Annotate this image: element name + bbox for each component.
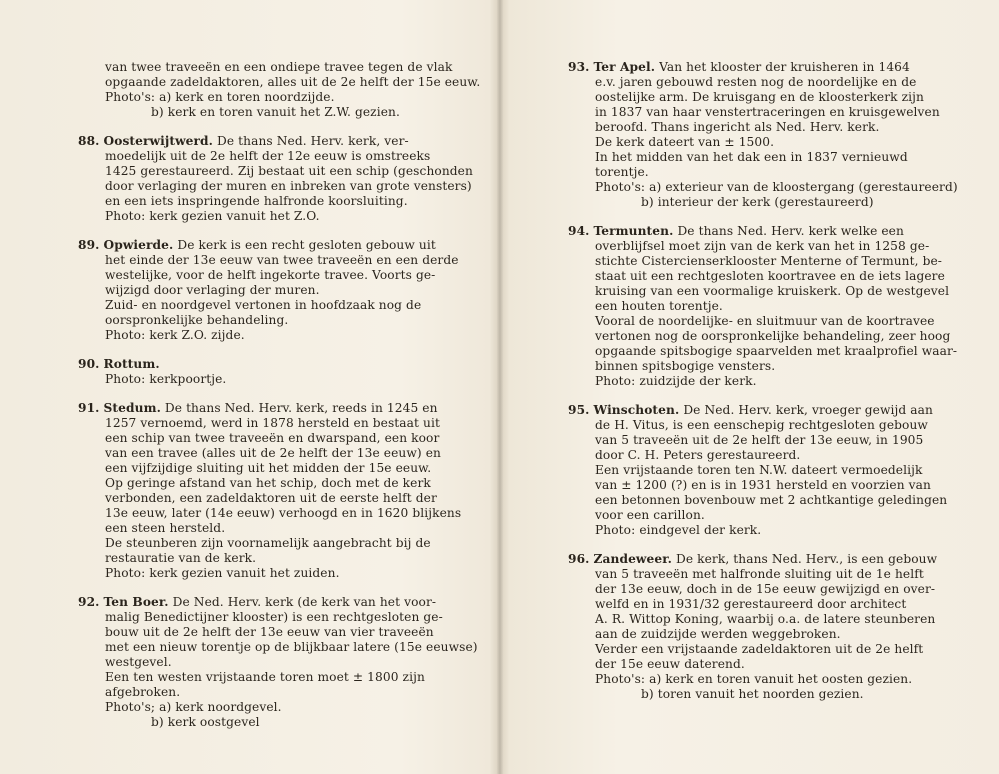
entry-name: Termunten. [593, 224, 674, 238]
body-line: in 1837 van haar venstertraceringen en kruisgewelven [595, 105, 940, 119]
photo-caption: a) exterieur van de kloostergang (gerestaureerd) [649, 180, 958, 194]
body-line: westelijke, voor de helft ingekorte travee. Voorts ge- [105, 268, 436, 282]
photo-caption: zuidzijde der kerk. [639, 374, 757, 388]
body-line: welfd en in 1931/32 gerestaureerd door architect [595, 597, 907, 611]
body-line: In het midden van het dak een in 1837 vernieuwd [595, 150, 908, 164]
body-line: voor een carillon. [595, 508, 705, 522]
body-line: van ± 1200 (?) en is in 1931 hersteld en voorzien van [595, 478, 931, 492]
body-line: oostelijke arm. De kruisgang en de kloosterkerk zijn [595, 90, 924, 104]
photo-caption: a) kerk noordgevel. [159, 700, 282, 714]
photo-label: Photo's; [105, 700, 156, 714]
body-line: opgaande zadeldaktoren, alles uit de 2e helft der 15e eeuw. [105, 75, 481, 89]
body-line: staat uit een rechtgesloten koortravee en de iets lagere [595, 269, 945, 283]
photo-caption: b) toren vanuit het noorden gezien. [641, 687, 864, 701]
photo-line [568, 195, 946, 210]
body-line: Verder een vrijstaande zadeldaktoren uit de 2e helft [595, 642, 924, 656]
entry-heading [78, 238, 448, 253]
body-line: een betonnen bovenbouw met 2 achtkantige geledingen [595, 493, 948, 507]
entry-heading [78, 401, 448, 416]
entry-number: 88. [78, 134, 100, 148]
body-line: torentje. [595, 165, 649, 179]
body-line: 1425 gerestaureerd. Zij bestaat uit een schip (geschonden [105, 164, 473, 178]
entry-number: 96. [568, 552, 590, 566]
photo-caption: kerk gezien vanuit het zuiden. [149, 566, 340, 580]
body-line: Vooral de noordelijke- en sluitmuur van de koortravee [595, 314, 935, 328]
body-line: De kerk dateert van ± 1500. [595, 135, 775, 149]
photo-caption: b) kerk oostgevel [151, 715, 260, 729]
entry-number: 92. [78, 595, 100, 609]
body-line: De steunberen zijn voornamelijk aangebracht bij de [105, 536, 431, 550]
body-line: met een nieuw torentje op de blijkbaar latere (15e eeuwse) [105, 640, 478, 654]
entry-first-line: De kerk, thans Ned. Herv., is een gebouw [675, 552, 938, 566]
body-line: binnen spitsbogige vensters. [595, 359, 776, 373]
photo-line [78, 700, 448, 715]
entry-name: Oosterwijtwerd. [103, 134, 214, 148]
body-line: Een ten westen vrijstaande toren moet ± 1800 zijn [105, 670, 425, 684]
photo-label: Photo: [105, 566, 146, 580]
body-line: kruising van een voormalige kruiskerk. Op de westgevel [595, 284, 950, 298]
photo-label: Photo: [105, 209, 146, 223]
photo-line [78, 566, 448, 581]
photo-line [568, 374, 946, 389]
entry-first-line: De Ned. Herv. kerk, vroeger gewijd aan [683, 403, 933, 417]
photo-label: Photo: [595, 523, 636, 537]
photo-caption: b) kerk en toren vanuit het Z.W. gezien. [151, 105, 400, 119]
photo-caption: b) interieur der kerk (gerestaureerd) [641, 195, 874, 209]
photo-line [568, 687, 946, 702]
entry-name: Stedum. [103, 401, 161, 415]
body-line: vertonen nog de oorspronkelijke behandeling, zeer hoog [595, 329, 951, 343]
entry-first-line: De thans Ned. Herv. kerk, reeds in 1245 en [164, 401, 438, 415]
body-line: der 13e eeuw, doch in de 15e eeuw gewijzigd en over- [595, 582, 936, 596]
body-line: aan de zuidzijde werden weggebroken. [595, 627, 841, 641]
body-line: verbonden, een zadeldaktoren uit de eerste helft der [105, 491, 437, 505]
entry-name: Ter Apel. [593, 60, 656, 74]
entry-88 [78, 134, 473, 224]
body-line: e.v. jaren gebouwd resten nog de noordelijke en de [595, 75, 917, 89]
photo-line [568, 523, 946, 538]
entry-heading [78, 595, 448, 610]
photo-line [78, 90, 448, 105]
body-line: restauratie van de kerk. [105, 551, 257, 565]
photo-line [78, 715, 448, 730]
entry-89 [78, 238, 459, 343]
entry-90 [78, 357, 448, 387]
entry-number: 95. [568, 403, 590, 417]
photo-line [78, 328, 448, 343]
photo-label: Photo: [105, 328, 146, 342]
photo-label: Photo's: [595, 180, 646, 194]
photo-line [78, 209, 448, 224]
body-line: van 5 traveeën met halfronde sluiting uit de 1e helft [595, 567, 924, 581]
entry-name: Opwierde. [103, 238, 174, 252]
entry-91 [78, 401, 462, 581]
body-line: bouw uit de 2e helft der 13e eeuw van vier traveeën [105, 625, 434, 639]
entry-heading [78, 134, 448, 149]
photo-label: Photo: [105, 372, 146, 386]
entry-first-line: De Ned. Herv. kerk (de kerk van het voor- [172, 595, 437, 609]
body-line: Zuid- en noordgevel vertonen in hoofdzaak nog de [105, 298, 422, 312]
body-line: malig Benedictijner klooster) is een rechtgesloten ge- [105, 610, 443, 624]
photo-line [78, 372, 448, 387]
body-line: moedelijk uit de 2e helft der 12e eeuw is omstreeks [105, 149, 431, 163]
entry-first-line: De thans Ned. Herv. kerk welke een [677, 224, 904, 238]
body-line: een vijfzijdige sluiting uit het midden der 15e eeuw. [105, 461, 432, 475]
photo-line [78, 105, 448, 120]
entry-number: 89. [78, 238, 100, 252]
entry-93 [568, 60, 958, 210]
entry-95 [568, 403, 946, 538]
body-line: van twee traveeën en een ondiepe travee tegen de vlak [105, 60, 453, 74]
entry-heading [568, 552, 946, 567]
photo-caption: a) kerk en toren noordzijde. [159, 90, 335, 104]
body-line: een steen hersteld. [105, 521, 226, 535]
photo-caption: a) kerk en toren vanuit het oosten gezien. [649, 672, 913, 686]
body-line: het einde der 13e eeuw van twee traveeën en een derde [105, 253, 459, 267]
entry-number: 91. [78, 401, 100, 415]
body-line: opgaande spitsbogige spaarvelden met kraalprofiel waar- [595, 344, 958, 358]
left-page-text [78, 60, 481, 730]
body-line: A. R. Wittop Koning, waarbij o.a. de latere steunberen [595, 612, 936, 626]
body-line: der 15e eeuw daterend. [595, 657, 745, 671]
entry-heading [568, 60, 946, 75]
body-line: door verlaging der muren en inbreken van grote vensters) [105, 179, 472, 193]
body-line: westgevel. [105, 655, 172, 669]
body-line: stichte Cistercienserklooster Menterne of Termunt, be- [595, 254, 943, 268]
body-line: beroofd. Thans ingericht als Ned. Herv. kerk. [595, 120, 880, 134]
entry-92 [78, 595, 478, 730]
entry-first-line: De thans Ned. Herv. kerk, ver- [217, 134, 409, 148]
left-page [0, 0, 499, 774]
photo-line [568, 180, 958, 195]
photo-label: Photo's: [595, 672, 646, 686]
photo-caption: kerk Z.O. zijde. [149, 328, 245, 342]
entry-first-line: De kerk is een recht gesloten gebouw uit [177, 238, 436, 252]
entry-heading [568, 403, 946, 418]
photo-line [568, 672, 946, 687]
body-line: een schip van twee traveeën en dwarspand, een koor [105, 431, 440, 445]
body-line: door C. H. Peters gerestaureerd. [595, 448, 801, 462]
photo-caption: kerkpoortje. [149, 372, 227, 386]
entry-number: 90. [78, 357, 100, 371]
entry-94 [568, 224, 958, 389]
body-line: overblijfsel moet zijn van de kerk van het in 1258 ge- [595, 239, 930, 253]
entry-number: 94. [568, 224, 590, 238]
entry-name: Zandeweer. [593, 552, 672, 566]
body-line: afgebroken. [105, 685, 181, 699]
entry-heading [568, 224, 946, 239]
body-line: de H. Vitus, is een eenschepig rechtgesloten gebouw [595, 418, 928, 432]
entry-name: Ten Boer. [103, 595, 169, 609]
body-line: 13e eeuw, later (14e eeuw) verhoogd en in 1620 blijkens [105, 506, 462, 520]
body-line: Op geringe afstand van het schip, doch met de kerk [105, 476, 431, 490]
photo-caption: eindgevel der kerk. [639, 523, 762, 537]
body-line: van een travee (alles uit de 2e helft der 13e eeuw) en [105, 446, 441, 460]
entry-heading [78, 357, 448, 372]
body-line: Een vrijstaande toren ten N.W. dateert vermoedelijk [595, 463, 923, 477]
entry-first-line: Van het klooster der kruisheren in 1464 [659, 60, 910, 74]
body-line: en een iets inspringende halfronde koorsluiting. [105, 194, 408, 208]
entry-name: Rottum. [103, 357, 160, 371]
entry-name: Winschoten. [593, 403, 680, 417]
body-line: oorspronkelijke behandeling. [105, 313, 289, 327]
photo-caption: kerk gezien vanuit het Z.O. [149, 209, 320, 223]
entry-number: 93. [568, 60, 590, 74]
right-page-text [568, 60, 958, 702]
photo-label: Photo: [595, 374, 636, 388]
body-line: een houten torentje. [595, 299, 723, 313]
photo-label: Photo's: [105, 90, 156, 104]
entry-96 [568, 552, 946, 702]
continuation-block [78, 60, 481, 120]
body-line: wijzigd door verlaging der muren. [105, 283, 320, 297]
right-page [500, 0, 999, 774]
body-line: van 5 traveeën uit de 2e helft der 13e eeuw, in 1905 [595, 433, 924, 447]
body-line: 1257 vernoemd, werd in 1878 hersteld en bestaat uit [105, 416, 440, 430]
